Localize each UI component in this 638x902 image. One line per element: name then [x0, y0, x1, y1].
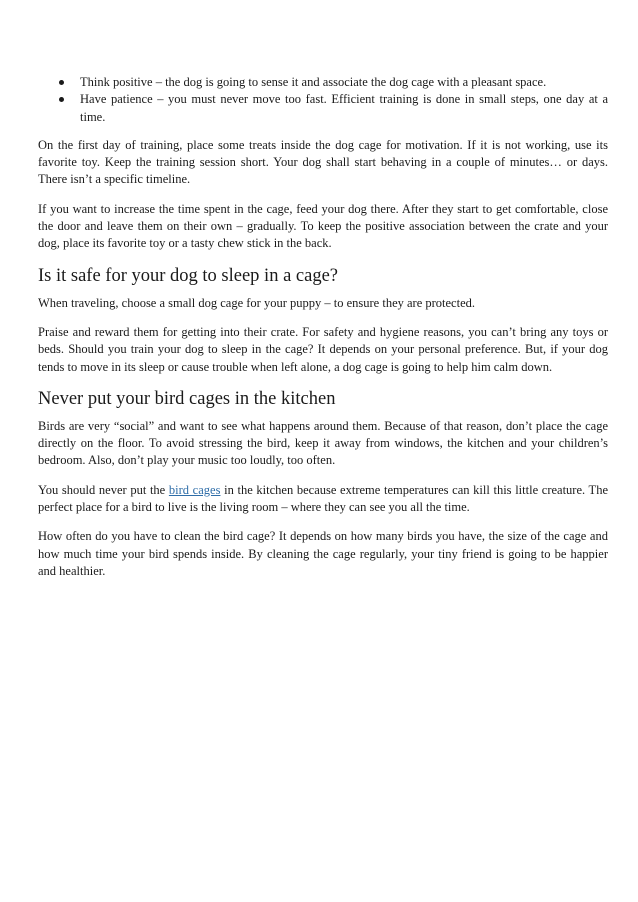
list-item	[38, 74, 608, 91]
section-heading-bird-cages: Never put your bird cages in the kitchen	[38, 388, 336, 409]
bird-cages-link[interactable]: bird cages	[168, 482, 221, 497]
paragraph-first-day: On the first day of training, place some treats inside the dog cage for motivation. If it is not working, use its favorite toy. Keep the training session short. Your dog shall start behaving in a couple of minutes… or days. There isn’t a specific timeline.	[38, 137, 608, 187]
paragraph-traveling: When traveling, choose a small dog cage for your puppy – to ensure they are protected.	[38, 295, 475, 310]
paragraph-text: You should never put the	[38, 482, 169, 497]
bullet-icon	[59, 97, 64, 102]
list-item	[38, 91, 608, 126]
section-heading-dog-sleep: Is it safe for your dog to sleep in a cage?	[38, 265, 339, 286]
paragraph-kitchen	[38, 482, 608, 517]
paragraph-praise: Praise and reward them for getting into their crate. For safety and hygiene reasons, you can’t bring any toys or beds. Should you train your dog to sleep in the cage? It depends on your personal preference. But, if your dog tends to move in its sleep or cause trouble when left alone, a dog cage is going to help him calm down.	[38, 324, 608, 374]
paragraph-text: in the kitchen because extreme temperatures can kill this little creature. The perfect place for a bird to live is the living room – where they can see you all the time.	[38, 482, 608, 515]
tips-list	[38, 74, 608, 126]
document-page	[38, 74, 608, 592]
bullet-text: Have patience – you must never move too fast. Efficient training is done in small steps, one day at a time.	[80, 92, 608, 124]
bullet-icon	[59, 80, 64, 85]
paragraph-increase-time: If you want to increase the time spent in the cage, feed your dog there. After they start to get comfortable, close the door and leave them on their own – gradually. To keep the positive association between the crate and your dog, place its favorite toy or a tasty chew stick in the back.	[38, 201, 608, 251]
paragraph-cleaning: How often do you have to clean the bird cage? It depends on how many birds you have, the size of the cage and how much time your bird spends inside. By cleaning the cage regularly, your tiny friend is going to be happier and healthier.	[38, 529, 608, 578]
bullet-text: Think positive – the dog is going to sense it and associate the dog cage with a pleasant space.	[80, 75, 547, 89]
paragraph-birds-social: Birds are very “social” and want to see what happens around them. Because of that reason, don’t place the cage directly on the floor. To avoid stressing the bird, keep it away from windows, the kitchen and your children’s bedroom. Also, don’t play your music too loudly, too often.	[38, 418, 608, 468]
